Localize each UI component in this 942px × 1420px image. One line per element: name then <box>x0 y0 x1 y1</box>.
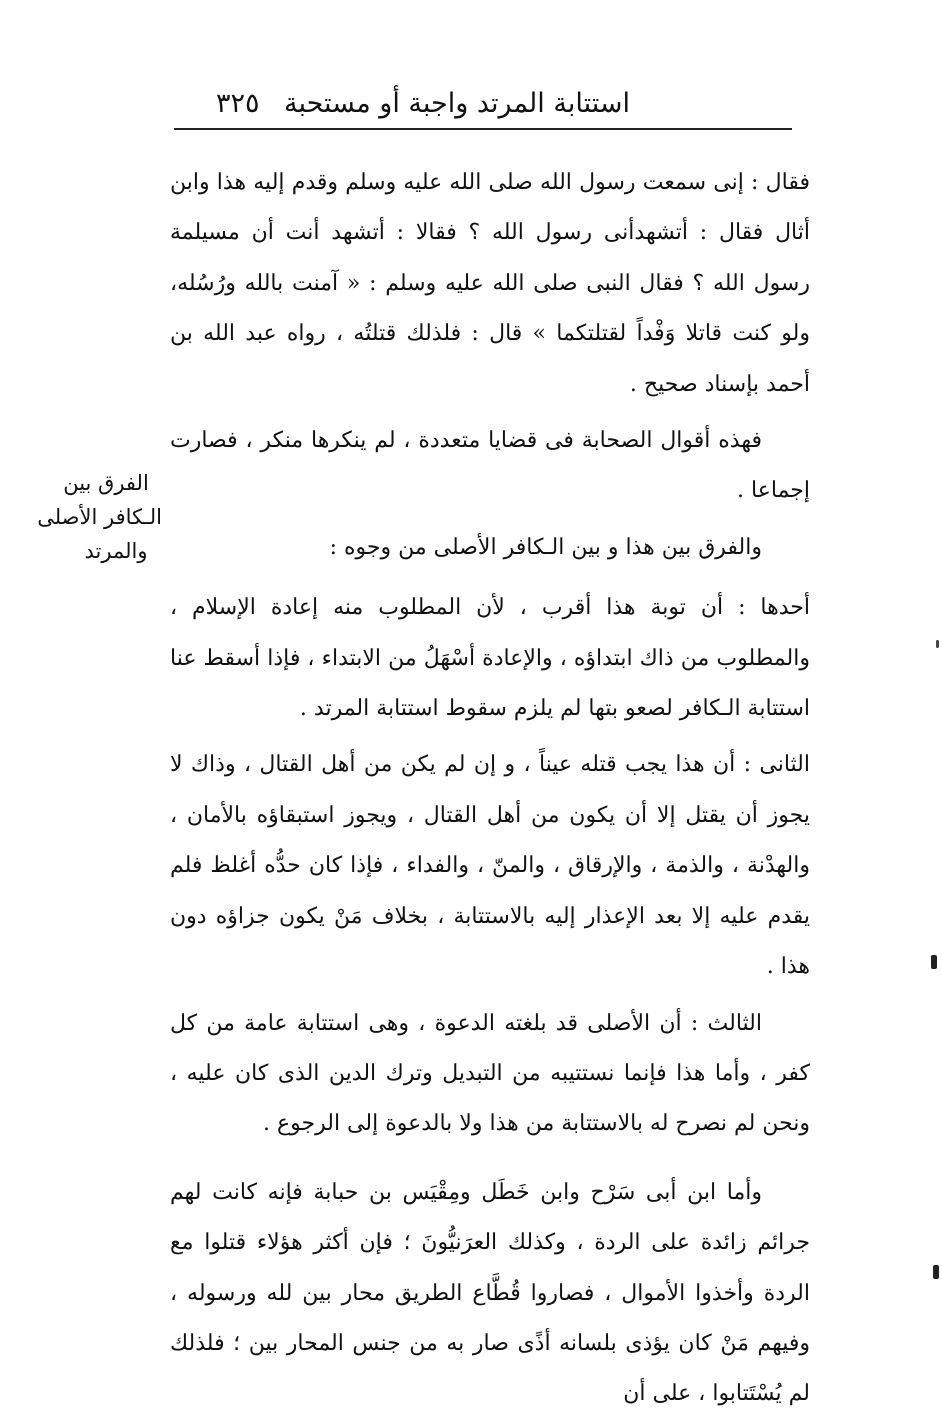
paragraph-third-reason: الثالث : أن الأصلى قد بلغته الدعوة ، وهى استتابة عامة من كل كفر ، وأما هذا فإنما نستتيبه من التبديل وترك الدين الذى كان عليه ، ونحن لم نصرح له بالاستتابة من هذا ولا بالدعوة إلى الرجوع . <box>170 1010 810 1137</box>
paragraph-consensus: فهذه أقوال الصحابة فى قضايا متعددة ، لم ينكرها منكر ، فصارت إجماعا . <box>170 428 810 504</box>
margin-note-line-1: الفرق بين <box>63 471 149 495</box>
header-rule <box>174 128 792 130</box>
scan-margin-mark <box>931 955 937 969</box>
margin-note-line-2: الـكافر الأصلى <box>37 505 162 529</box>
page-number: ٣٢٥ <box>216 88 260 119</box>
paragraph-first-reason: أحدها : أن توبة هذا أقرب ، لأن المطلوب منه إعادة الإسلام ، والمطلوب من ذاك ابتداؤه ، والإعادة أسْهَلُ من الابتداء ، فإذا أسقط عنا استتابة الـكافر لصعو بتها لم يلزم سقوط استتابة المرتد . <box>170 595 810 722</box>
paragraph-hadith: فقال : إنى سمعت رسول الله صلى الله عليه وسلم وقدم إليه هذا وابن أثال فقال : أتشهدأنى رسول الله ؟ فقالا : أتشهد أنت أن مسيلمة رسول الله ؟ فقال النبى صلى الله عليه وسلم : « آمنت بالله ورُسُله، ولو كنت قاتلا وَفْداً لقتلتكما » قال : فلذلك قتلتُه ، رواه عبد الله بن أحمد بإسناد صحيح . <box>170 170 810 397</box>
scan-margin-mark <box>936 640 939 648</box>
paragraph-second-reason: الثانى : أن هذا يجب قتله عيناً ، و إن لم يكن من أهل القتال ، وذاك لا يجوز أن يقتل إلا أن يكون من أهل القتال ، ويجوز استبقاؤه بالأمان ، والهدْنة ، والذمة ، والإرقاق ، والمنّ ، والفداء ، فإذا كان حدُّه أغلظ فلم يقدم عليه إلا بعد الإعذار إليه بالاستتابة ، بخلاف مَنْ يكون جزاؤه دون هذا . <box>170 752 810 980</box>
main-text <box>170 158 810 1420</box>
paragraph-exceptions: وأما ابن أبى سَرْح وابن خَطَل ومِقْيَس بن حبابة فإنه كانت لهم جرائم زائدة على الردة ، وكذلك العرَنيُّونَ ؛ فإن أكثر هؤلاء قتلوا مع الردة وأخذوا الأموال ، فصاروا قُطَّاع الطريق محار بين لله ورسوله ، وفيهم مَنْ كان يؤذى بلسانه أذًى صار به من جنس المحار بين ؛ فلذلك لم يُسْتَتابوا ، على أن <box>170 1179 810 1407</box>
paragraph-difference-intro: والفرق بين هذا و بين الـكافر الأصلى من وجوه : <box>329 534 762 560</box>
margin-note-line-3: والمرتد <box>84 539 148 563</box>
page-header <box>176 84 790 128</box>
margin-note <box>37 466 162 568</box>
scan-margin-mark <box>933 1265 939 1279</box>
running-title: استتابة المرتد واجبة أو مستحبة <box>283 88 630 119</box>
